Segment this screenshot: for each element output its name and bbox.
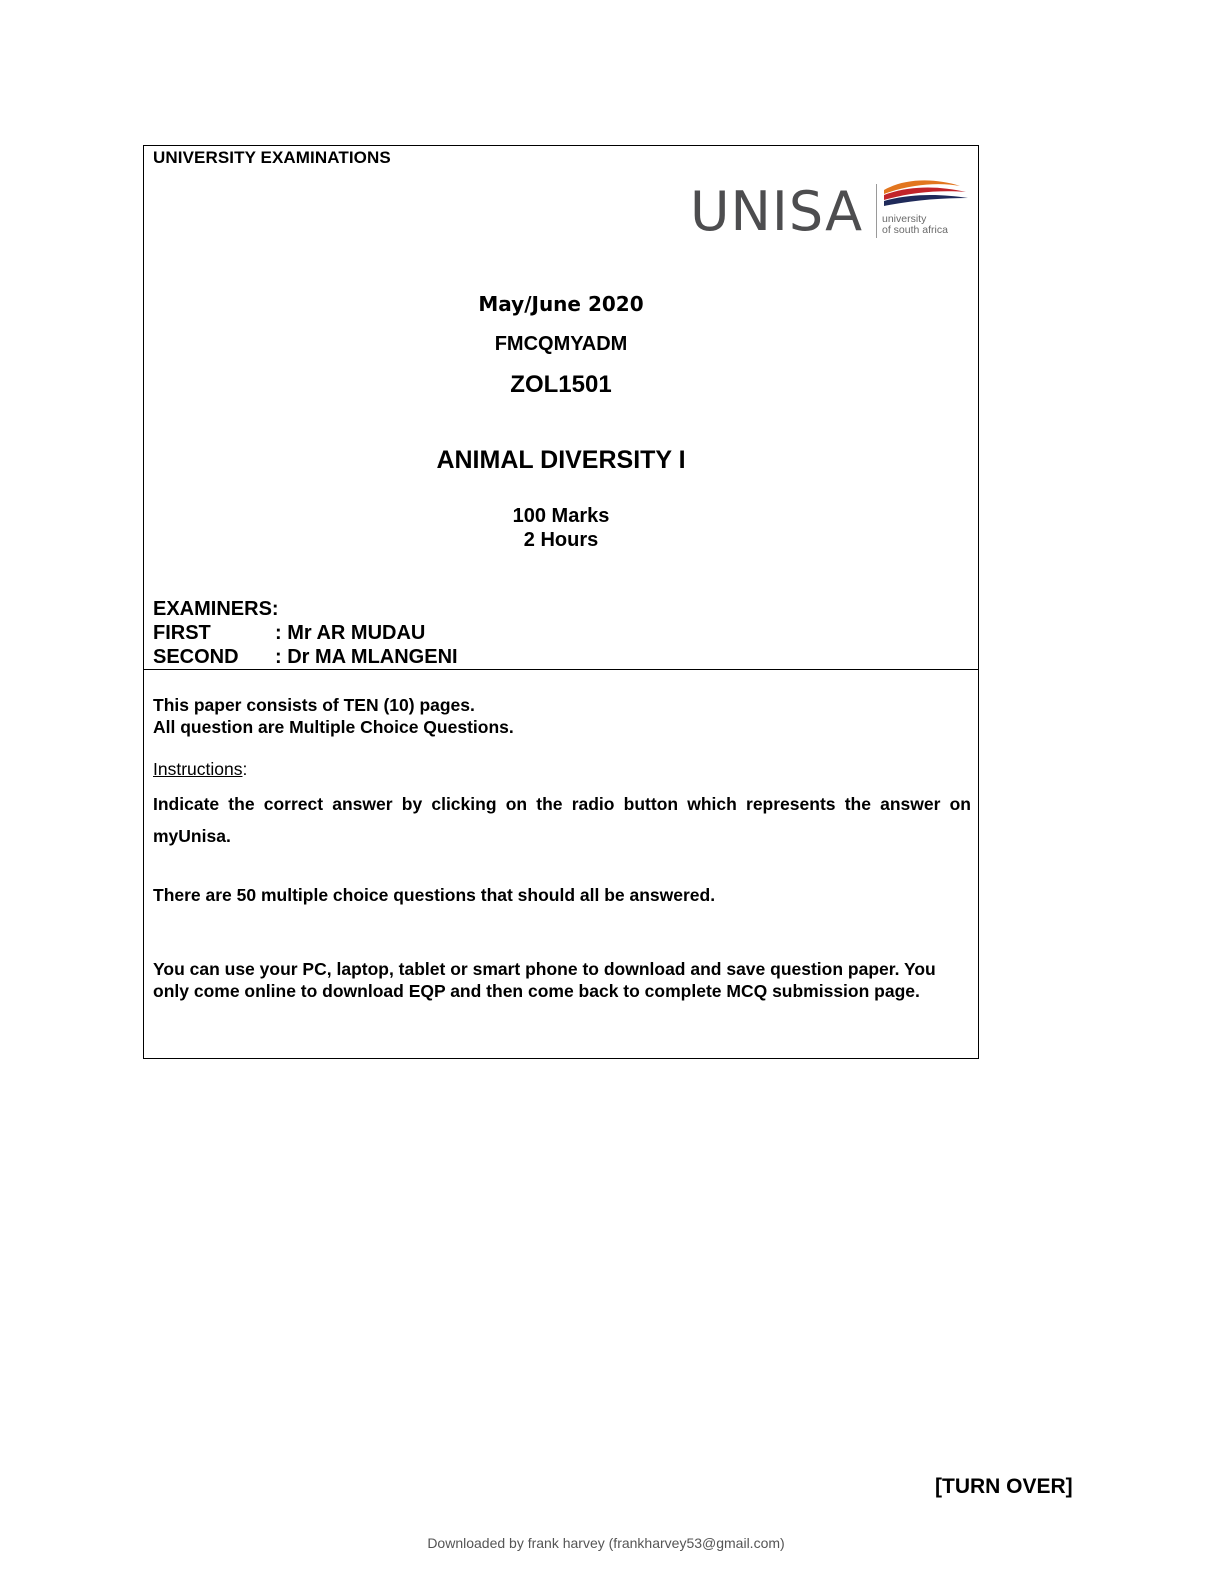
exam-session: May/June 2020: [478, 292, 644, 316]
examiner-first-name: : Mr AR MUDAU: [275, 622, 426, 644]
turn-over-label: [TURN OVER]: [935, 1475, 1073, 1498]
instructions-label: Instructions: [153, 759, 243, 779]
logo-wordmark: UNISA: [690, 180, 864, 243]
logo-tagline: [882, 214, 948, 236]
unisa-logo: [690, 176, 970, 246]
examiner-second-row: [153, 645, 458, 669]
module-code: ZOL1501: [510, 371, 612, 398]
module-title: ANIMAL DIVERSITY I: [436, 446, 686, 474]
page-count-line: This paper consists of TEN (10) pages.: [153, 695, 475, 715]
device-usage-note: You can use your PC, laptop, tablet or smart phone to download and save question paper. You only come online to download EQP and then come back to complete MCQ submission page.: [153, 959, 936, 1001]
examiners-block: [153, 597, 458, 669]
logo-divider: [876, 184, 877, 238]
instructions-body: Indicate the correct answer by clicking on the radio button which represents the answer on myUnisa.: [153, 794, 971, 846]
download-footer: Downloaded by frank harvey (frankharvey53@gmail.com): [427, 1535, 785, 1551]
examiner-first-role: FIRST: [153, 622, 211, 644]
exam-cover-box: [143, 145, 979, 1059]
logo-swoosh-icon: [880, 176, 970, 212]
logo-tagline-line1: university: [882, 213, 927, 225]
examiners-heading: EXAMINERS:: [153, 598, 279, 620]
examiner-first-row: [153, 621, 458, 645]
mcq-line: All question are Multiple Choice Questions.: [153, 717, 514, 737]
exam-info-section: [153, 694, 971, 1002]
question-count-note: There are 50 multiple choice questions that should all be answered.: [153, 885, 716, 905]
instructions-colon: :: [242, 759, 248, 779]
exam-code: FMCQMYADM: [494, 333, 628, 355]
total-marks: 100 Marks: [512, 505, 610, 527]
examiner-second-role: SECOND: [153, 646, 239, 668]
examiner-second-name: : Dr MA MLANGENI: [275, 646, 458, 668]
marks-duration: [144, 504, 978, 552]
paper-summary: [153, 694, 971, 738]
exam-duration: 2 Hours: [523, 529, 599, 551]
logo-tagline-line2: of south africa: [882, 224, 948, 236]
exam-header-section: [144, 146, 978, 670]
exam-type-label: UNIVERSITY EXAMINATIONS: [153, 148, 391, 167]
instructions-heading: [153, 758, 971, 780]
